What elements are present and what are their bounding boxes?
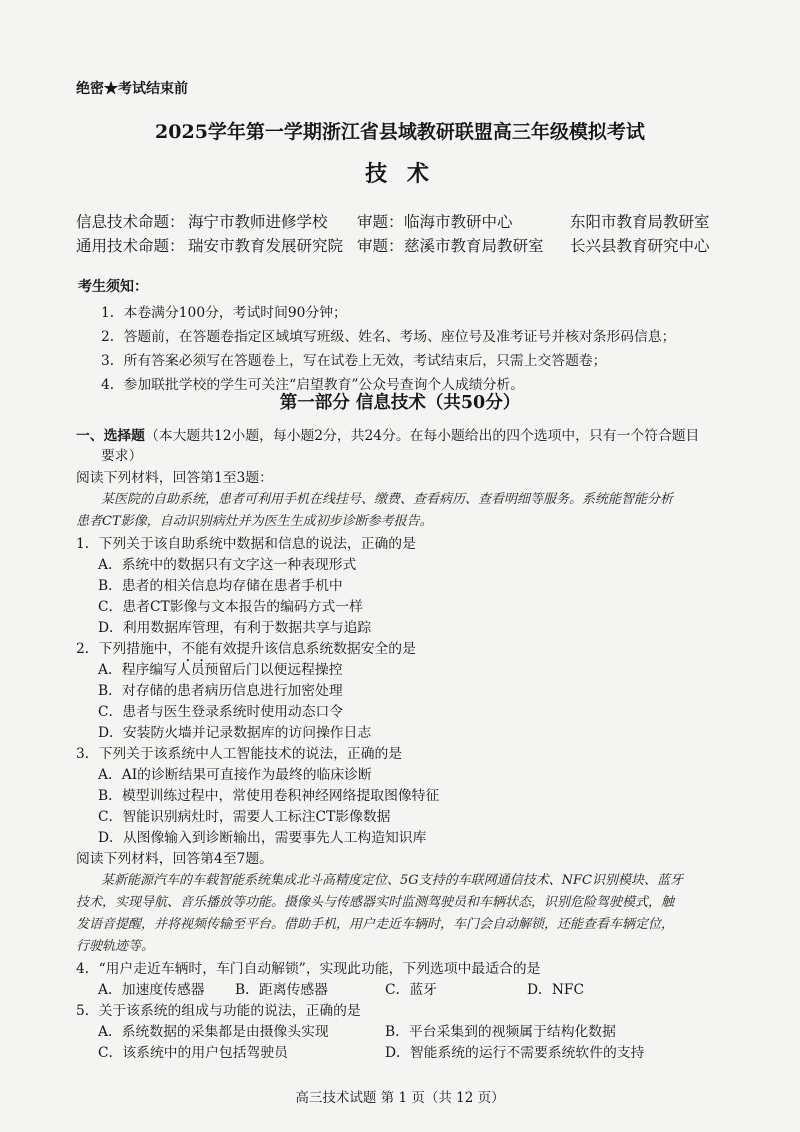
- credit-gt-label: 通用技术命题：: [76, 237, 185, 255]
- question-3-option-d: D．从图像输入到诊断输出，需要事先人工构造知识库: [98, 830, 427, 846]
- confidential-mark: 绝密★考试结束前: [76, 81, 188, 97]
- question-2-option-c: C．患者与医生登录系统时使用动态口令: [98, 704, 344, 720]
- exam-title: 2025学年第一学期浙江省县域教研联盟高三年级模拟考试: [155, 121, 645, 143]
- question-3-option-b: B．模型训练过程中，常使用卷积神经网络提取图像特征: [98, 788, 440, 804]
- credit-it-review-label: 审题：: [357, 213, 404, 231]
- notice-item-2: 2．答题前，在答题卷指定区域填写班级、姓名、考场、座位号及准考证号并核对条形码信息；: [101, 329, 676, 345]
- section-heading: 第一部分 信息技术（共50分）: [279, 393, 521, 413]
- question-1-option-a: A．系统中的数据只有文字这一种表现形式: [98, 557, 357, 573]
- question-3-stem: 3．下列关于该系统中人工智能技术的说法，正确的是: [76, 746, 403, 762]
- credit-it-author: 海宁市教师进修学校: [188, 213, 328, 231]
- question-5-option-a: A．系统数据的采集都是由摄像头实现: [98, 1024, 329, 1040]
- material-1-line-2: 患者CT影像，自动识别病灶并为医生生成初步诊断参考报告。: [76, 514, 433, 529]
- notice-heading: 考生须知：: [78, 279, 148, 295]
- credit-gt-review-1: 慈溪市教育局教研室: [404, 237, 544, 255]
- credit-gt-author: 瑞安市教育发展研究院: [188, 237, 344, 255]
- question-3-option-a: A．AI的诊断结果可直接作为最终的临床诊断: [98, 767, 372, 783]
- question-3-option-c: C．智能识别病灶时，需要人工标注CT影像数据: [98, 809, 391, 825]
- question-5-option-d: D．智能系统的运行不需要系统软件的支持: [385, 1045, 645, 1061]
- part-desc-cont: 要求）: [101, 448, 143, 464]
- question-1-option-b: B．患者的相关信息均存储在患者手机中: [98, 578, 343, 594]
- notice-item-3: 3．所有答案必须写在答题卷上，写在试卷上无效，考试结束后，只需上交答题卷；: [101, 353, 607, 369]
- credit-it-review-1: 临海市教研中心: [404, 213, 513, 231]
- question-2-option-b: B．对存储的患者病历信息进行加密处理: [98, 683, 343, 699]
- material-2-line-2: 技术，实现导航、音乐播放等功能。摄像头与传感器实时监测驾驶员和车辆状态，识别危险驾驶模式，触: [76, 895, 675, 910]
- notice-item-4: 4．参加联批学校的学生可关注“启望教育”公众号查询个人成绩分析。: [101, 377, 524, 393]
- notice-item-1: 1．本卷满分100分，考试时间90分钟；: [101, 305, 347, 321]
- question-2-stem-post: 有效提升该信息系统数据安全的是: [208, 641, 416, 657]
- material-2-line-1: 某新能源汽车的车载智能系统集成北斗高精度定位、5G支持的车联网通信技术、NFC识别模块、蓝牙: [101, 873, 683, 888]
- material-2-lead: 阅读下列材料，回答第4至7题。: [76, 851, 273, 867]
- material-1-lead: 阅读下列材料，回答第1至3题：: [76, 470, 273, 486]
- question-5-option-b: B．平台采集到的视频属于结构化数据: [385, 1024, 616, 1040]
- credit-it-review-2: 东阳市教育局教研室: [570, 213, 710, 231]
- part-desc: （本大题共12小题，每小题2分，共24分。在每小题给出的四个选项中，只有一个符合题目: [144, 428, 700, 444]
- credit-it-label: 信息技术命题：: [76, 213, 185, 231]
- credit-gt-review-label: 审题：: [357, 237, 404, 255]
- question-2-option-d: D．安装防火墙并记录数据库的访问操作日志: [98, 725, 372, 741]
- question-5-stem: 5．关于该系统的组成与功能的说法，正确的是: [76, 1003, 361, 1019]
- material-2-line-4: 行驶轨迹等。: [76, 939, 155, 954]
- credit-gt-review-2: 长兴县教育研究中心: [570, 237, 710, 255]
- question-4-option-a: A．加速度传感器: [98, 982, 205, 998]
- question-2-stem-pre: 2．下列措施中，: [76, 641, 182, 657]
- part-label: 一、选择题: [76, 428, 145, 444]
- question-2-option-a: A．程序编写人员预留后门以便远程操控: [98, 662, 343, 678]
- question-1-option-c: C．患者CT影像与文本报告的编码方式一样: [98, 599, 363, 615]
- material-2-line-3: 发语音提醒，并将视频传输至平台。借助手机，用户走近车辆时，车门会自动解锁，还能查看车辆定位，: [76, 917, 675, 932]
- question-4-option-c: C．蓝牙: [385, 982, 437, 998]
- question-4-option-d: D．NFC: [527, 982, 585, 998]
- page-footer: 高三技术试题 第 1 页（共 12 页）: [295, 1090, 505, 1106]
- question-1-stem: 1．下列关于该自助系统中数据和信息的说法，正确的是: [76, 536, 416, 552]
- question-1-option-d: D．利用数据库管理，有利于数据共享与追踪: [98, 620, 372, 636]
- question-2-stem-emphasis: 不能: [181, 641, 209, 657]
- part-intro: [76, 424, 699, 444]
- question-5-option-c: C．该系统中的用户包括驾驶员: [98, 1045, 288, 1061]
- question-4-option-b: B．距离传感器: [235, 982, 328, 998]
- subject-title: 技 术: [365, 161, 435, 187]
- material-1-line-1: 某医院的自助系统，患者可利用手机在线挂号、缴费、查看病历、查看明细等服务。系统能智能分析: [101, 492, 674, 507]
- question-4-stem: 4．“用户走近车辆时，车门自动解锁”，实现此功能，下列选项中最适合的是: [76, 961, 541, 977]
